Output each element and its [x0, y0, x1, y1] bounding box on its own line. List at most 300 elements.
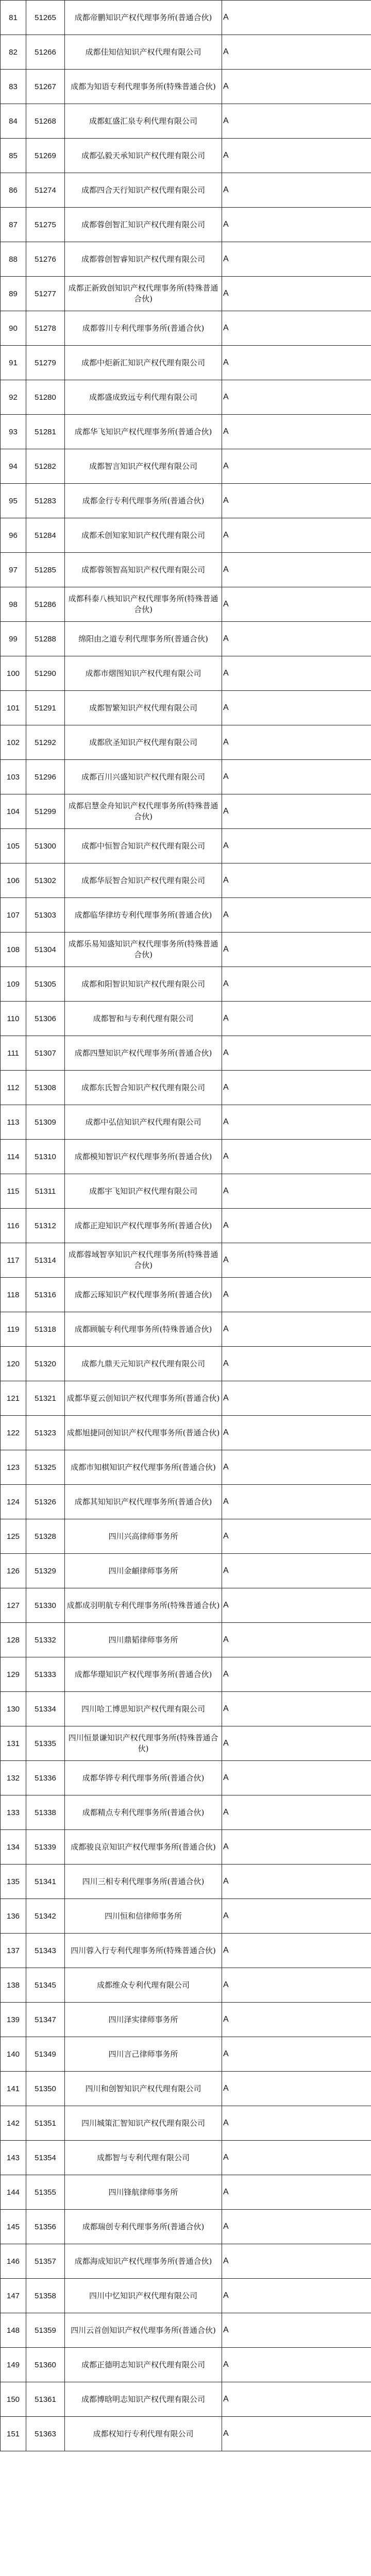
agency-code-cell: 51280	[26, 380, 65, 415]
agency-name-cell: 四川三相专利代理事务所(普通合伙)	[65, 1865, 222, 1899]
table-row	[1, 1554, 371, 1588]
table-row	[1, 1174, 371, 1209]
row-number-cell: 131	[1, 1726, 26, 1761]
agency-name-cell: 成都禾创知家知识产权代理有限公司	[65, 518, 222, 553]
agency-code-cell: 51349	[26, 2037, 65, 2072]
table-row	[1, 2106, 371, 2141]
agency-name-cell: 成都智和与专利代理有限公司	[65, 1002, 222, 1036]
table-row	[1, 898, 371, 933]
rating-grade-cell: A	[222, 1036, 371, 1071]
rating-grade-cell: A	[222, 1140, 371, 1174]
agency-code-cell: 51323	[26, 1416, 65, 1450]
rating-grade-cell: A	[222, 967, 371, 1002]
rating-grade-cell: A	[222, 518, 371, 553]
table-row	[1, 1899, 371, 1934]
row-number-cell: 103	[1, 760, 26, 794]
row-number-cell: 121	[1, 1381, 26, 1416]
row-number-cell: 97	[1, 553, 26, 587]
agency-code-cell: 51303	[26, 898, 65, 933]
agency-name-cell: 成都华夏云创知识产权代理事务所(普通合伙)	[65, 1381, 222, 1416]
agency-code-cell: 51354	[26, 2141, 65, 2175]
agency-name-cell: 成都蓉创智睿知识产权代理有限公司	[65, 242, 222, 277]
agency-name-cell: 成都权知行专利代理有限公司	[65, 2417, 222, 2451]
row-number-cell: 128	[1, 1623, 26, 1657]
table-row	[1, 139, 371, 173]
row-number-cell: 118	[1, 1278, 26, 1312]
agency-name-cell: 四川鼎韬律师事务所	[65, 1623, 222, 1657]
row-number-cell: 134	[1, 1830, 26, 1865]
agency-code-cell: 51316	[26, 1278, 65, 1312]
rating-grade-cell: A	[222, 2072, 371, 2106]
agency-code-cell: 51285	[26, 553, 65, 587]
rating-grade-cell: A	[222, 2279, 371, 2313]
agency-code-cell: 51335	[26, 1726, 65, 1761]
agency-code-cell: 51320	[26, 1347, 65, 1381]
rating-grade-cell: A	[222, 863, 371, 898]
agency-code-cell: 51314	[26, 1243, 65, 1278]
agency-code-cell: 51330	[26, 1588, 65, 1623]
table-row	[1, 933, 371, 967]
row-number-cell: 138	[1, 1968, 26, 2003]
table-row	[1, 380, 371, 415]
agency-code-cell: 51318	[26, 1312, 65, 1347]
agency-code-cell: 51351	[26, 2106, 65, 2141]
table-row	[1, 1450, 371, 1485]
agency-name-cell: 成都华铧专利代理事务所(普通合伙)	[65, 1761, 222, 1795]
table-row	[1, 2175, 371, 2210]
rating-grade-cell: A	[222, 1934, 371, 1968]
row-number-cell: 141	[1, 2072, 26, 2106]
rating-grade-cell: A	[222, 484, 371, 518]
agency-code-cell: 51306	[26, 1002, 65, 1036]
rating-grade-cell: A	[222, 1416, 371, 1450]
row-number-cell: 116	[1, 1209, 26, 1243]
table-row	[1, 1795, 371, 1830]
agency-code-cell: 51360	[26, 2348, 65, 2382]
table-row	[1, 1830, 371, 1865]
table-row	[1, 311, 371, 346]
table-row	[1, 967, 371, 1002]
agency-code-cell: 51268	[26, 104, 65, 139]
table-row	[1, 1726, 371, 1761]
row-number-cell: 150	[1, 2382, 26, 2417]
rating-grade-cell: A	[222, 1174, 371, 1209]
table-row	[1, 1, 371, 35]
table-body	[1, 1, 371, 2451]
rating-grade-cell: A	[222, 1347, 371, 1381]
agency-name-cell: 成都瑞创专利代理事务所(普通合伙)	[65, 2210, 222, 2244]
agency-code-cell: 51292	[26, 725, 65, 760]
rating-grade-cell: A	[222, 691, 371, 725]
agency-name-cell: 绵阳由之道专利代理事务所(普通合伙)	[65, 622, 222, 656]
rating-grade-cell: A	[222, 1899, 371, 1934]
agency-name-cell: 四川蓉入行专利代理事务所(特殊普通合伙)	[65, 1934, 222, 1968]
row-number-cell: 110	[1, 1002, 26, 1036]
row-number-cell: 81	[1, 1, 26, 35]
table-row	[1, 70, 371, 104]
agency-code-cell: 51363	[26, 2417, 65, 2451]
row-number-cell: 92	[1, 380, 26, 415]
row-number-cell: 112	[1, 1071, 26, 1105]
row-number-cell: 108	[1, 933, 26, 967]
table-row	[1, 2244, 371, 2279]
agency-name-cell: 成都市知棋知识产权代理事务所(普通合伙)	[65, 1450, 222, 1485]
agency-code-cell: 51302	[26, 863, 65, 898]
rating-grade-cell: A	[222, 2382, 371, 2417]
row-number-cell: 90	[1, 311, 26, 346]
agency-code-cell: 51336	[26, 1761, 65, 1795]
rating-grade-cell: A	[222, 2348, 371, 2382]
agency-code-cell: 51291	[26, 691, 65, 725]
row-number-cell: 115	[1, 1174, 26, 1209]
rating-grade-cell: A	[222, 2141, 371, 2175]
row-number-cell: 130	[1, 1692, 26, 1726]
row-number-cell: 127	[1, 1588, 26, 1623]
agency-code-cell: 51350	[26, 2072, 65, 2106]
agency-code-cell: 51334	[26, 1692, 65, 1726]
agency-name-cell: 成都正迎知识产权代理事务所(普通合伙)	[65, 1209, 222, 1243]
rating-grade-cell: A	[222, 1865, 371, 1899]
row-number-cell: 117	[1, 1243, 26, 1278]
rating-grade-cell: A	[222, 2037, 371, 2072]
agency-code-cell: 51309	[26, 1105, 65, 1140]
table-row	[1, 1485, 371, 1519]
agency-code-cell: 51269	[26, 139, 65, 173]
agency-code-cell: 51359	[26, 2313, 65, 2348]
row-number-cell: 93	[1, 415, 26, 449]
rating-grade-cell: A	[222, 2003, 371, 2037]
agency-name-cell: 成都其知知识产权代理事务所(普通合伙)	[65, 1485, 222, 1519]
agency-code-cell: 51275	[26, 208, 65, 242]
rating-grade-cell: A	[222, 2106, 371, 2141]
table-row	[1, 2037, 371, 2072]
agency-name-cell: 成都蓉领智高知识产权代理有限公司	[65, 553, 222, 587]
table-row	[1, 1140, 371, 1174]
agency-code-cell: 51284	[26, 518, 65, 553]
agency-name-cell: 成都市熠图知识产权代理有限公司	[65, 656, 222, 691]
table-row	[1, 1692, 371, 1726]
table-row	[1, 2382, 371, 2417]
rating-grade-cell: A	[222, 1830, 371, 1865]
rating-grade-cell: A	[222, 449, 371, 484]
agency-name-cell: 成都临华律坊专利代理事务所(普通合伙)	[65, 898, 222, 933]
agency-name-cell: 成都虹盛汇泉专利代理有限公司	[65, 104, 222, 139]
row-number-cell: 84	[1, 104, 26, 139]
table-row	[1, 484, 371, 518]
agency-name-cell: 成都智与专利代理有限公司	[65, 2141, 222, 2175]
rating-grade-cell: A	[222, 1623, 371, 1657]
rating-grade-cell: A	[222, 1450, 371, 1485]
agency-code-cell: 51326	[26, 1485, 65, 1519]
rating-grade-cell: A	[222, 760, 371, 794]
agency-code-cell: 51345	[26, 1968, 65, 2003]
rating-grade-cell: A	[222, 1726, 371, 1761]
agency-code-cell: 51266	[26, 35, 65, 70]
table-row	[1, 587, 371, 622]
agency-name-cell: 四川金頔律师事务所	[65, 1554, 222, 1588]
rating-grade-cell: A	[222, 346, 371, 380]
table-row	[1, 1761, 371, 1795]
rating-grade-cell: A	[222, 277, 371, 311]
table-row	[1, 1865, 371, 1899]
agency-code-cell: 51308	[26, 1071, 65, 1105]
rating-grade-cell: A	[222, 380, 371, 415]
row-number-cell: 86	[1, 173, 26, 208]
row-number-cell: 120	[1, 1347, 26, 1381]
rating-grade-cell: A	[222, 1, 371, 35]
agency-name-cell: 成都中弘信知识产权代理有限公司	[65, 1105, 222, 1140]
row-number-cell: 96	[1, 518, 26, 553]
row-number-cell: 123	[1, 1450, 26, 1485]
table-row	[1, 346, 371, 380]
rating-grade-cell: A	[222, 2313, 371, 2348]
rating-grade-cell: A	[222, 1278, 371, 1312]
agency-name-cell: 成都华飞知识产权代理事务所(普通合伙)	[65, 415, 222, 449]
agency-code-cell: 51277	[26, 277, 65, 311]
row-number-cell: 89	[1, 277, 26, 311]
table-row	[1, 1278, 371, 1312]
row-number-cell: 122	[1, 1416, 26, 1450]
rating-grade-cell: A	[222, 2175, 371, 2210]
table-row	[1, 1071, 371, 1105]
agency-code-cell: 51288	[26, 622, 65, 656]
agency-name-cell: 成都科泰八核知识产权代理事务所(特殊普通合伙)	[65, 587, 222, 622]
rating-grade-cell: A	[222, 622, 371, 656]
agency-name-cell: 成都精点专利代理事务所(普通合伙)	[65, 1795, 222, 1830]
agency-code-cell: 51282	[26, 449, 65, 484]
row-number-cell: 146	[1, 2244, 26, 2279]
rating-grade-cell: A	[222, 2210, 371, 2244]
agency-name-cell: 四川和创智知识产权代理有限公司	[65, 2072, 222, 2106]
row-number-cell: 109	[1, 967, 26, 1002]
table-row	[1, 2003, 371, 2037]
agency-name-cell: 成都金行专利代理事务所(普通合伙)	[65, 484, 222, 518]
table-row	[1, 104, 371, 139]
agency-name-cell: 成都维众专利代理有限公司	[65, 1968, 222, 2003]
table-row	[1, 173, 371, 208]
table-row	[1, 656, 371, 691]
row-number-cell: 91	[1, 346, 26, 380]
rating-grade-cell: A	[222, 1243, 371, 1278]
agency-code-cell: 51347	[26, 2003, 65, 2037]
table-row	[1, 35, 371, 70]
agency-code-cell: 51283	[26, 484, 65, 518]
row-number-cell: 101	[1, 691, 26, 725]
rating-grade-cell: A	[222, 1692, 371, 1726]
agency-name-cell: 成都和阳智识知识产权代理有限公司	[65, 967, 222, 1002]
row-number-cell: 139	[1, 2003, 26, 2037]
agency-name-cell: 成都百川兴盛知识产权代理有限公司	[65, 760, 222, 794]
table-row	[1, 242, 371, 277]
agency-name-cell: 四川云首创知识产权代理事务所(普通合伙)	[65, 2313, 222, 2348]
rating-grade-cell: A	[222, 1209, 371, 1243]
agency-name-cell: 成都为知语专利代理事务所(特殊普通合伙)	[65, 70, 222, 104]
agency-code-cell: 51265	[26, 1, 65, 35]
agency-code-cell: 51328	[26, 1519, 65, 1554]
row-number-cell: 88	[1, 242, 26, 277]
rating-grade-cell: A	[222, 553, 371, 587]
agency-code-cell: 51311	[26, 1174, 65, 1209]
agency-name-cell: 成都蓉川专利代理事务所(普通合伙)	[65, 311, 222, 346]
agency-name-cell: 成都欣圣知识产权代理有限公司	[65, 725, 222, 760]
agency-name-cell: 成都智言知识产权代理有限公司	[65, 449, 222, 484]
row-number-cell: 126	[1, 1554, 26, 1588]
row-number-cell: 104	[1, 794, 26, 829]
rating-grade-cell: A	[222, 1105, 371, 1140]
row-number-cell: 82	[1, 35, 26, 70]
table-row	[1, 1416, 371, 1450]
rating-grade-cell: A	[222, 1554, 371, 1588]
row-number-cell: 129	[1, 1657, 26, 1692]
table-row	[1, 1623, 371, 1657]
table-row	[1, 725, 371, 760]
row-number-cell: 149	[1, 2348, 26, 2382]
agency-code-cell: 51357	[26, 2244, 65, 2279]
row-number-cell: 98	[1, 587, 26, 622]
rating-grade-cell: A	[222, 70, 371, 104]
row-number-cell: 147	[1, 2279, 26, 2313]
table-row	[1, 1209, 371, 1243]
rating-grade-cell: A	[222, 415, 371, 449]
agency-name-cell: 四川中忆知识产权代理有限公司	[65, 2279, 222, 2313]
agency-code-cell: 51332	[26, 1623, 65, 1657]
row-number-cell: 87	[1, 208, 26, 242]
table-row	[1, 691, 371, 725]
agency-name-cell: 成都四慧知识产权代理事务所(普通合伙)	[65, 1036, 222, 1071]
rating-grade-cell: A	[222, 1588, 371, 1623]
row-number-cell: 151	[1, 2417, 26, 2451]
rating-grade-cell: A	[222, 208, 371, 242]
agency-code-cell: 51290	[26, 656, 65, 691]
table-row	[1, 2348, 371, 2382]
agency-code-cell: 51305	[26, 967, 65, 1002]
row-number-cell: 143	[1, 2141, 26, 2175]
agency-name-cell: 四川哈工博思知识产权代理有限公司	[65, 1692, 222, 1726]
row-number-cell: 105	[1, 829, 26, 863]
agency-code-cell: 51300	[26, 829, 65, 863]
rating-grade-cell: A	[222, 1381, 371, 1416]
rating-grade-cell: A	[222, 656, 371, 691]
agency-name-cell: 四川泽实律师事务所	[65, 2003, 222, 2037]
row-number-cell: 94	[1, 449, 26, 484]
rating-grade-cell: A	[222, 1657, 371, 1692]
table-row	[1, 1347, 371, 1381]
table-row	[1, 1381, 371, 1416]
row-number-cell: 111	[1, 1036, 26, 1071]
agency-name-cell: 成都正德明志知识产权代理有限公司	[65, 2348, 222, 2382]
table-row	[1, 277, 371, 311]
agency-code-cell: 51356	[26, 2210, 65, 2244]
table-row	[1, 415, 371, 449]
agency-code-cell: 51325	[26, 1450, 65, 1485]
agency-name-cell: 成都乐易知盛知识产权代理事务所(特殊普通合伙)	[65, 933, 222, 967]
rating-grade-cell: A	[222, 933, 371, 967]
table-row	[1, 1519, 371, 1554]
row-number-cell: 137	[1, 1934, 26, 1968]
agency-code-cell: 51341	[26, 1865, 65, 1899]
rating-grade-cell: A	[222, 2417, 371, 2451]
agency-name-cell: 成都九鼎天元知识产权代理有限公司	[65, 1347, 222, 1381]
agency-code-cell: 51355	[26, 2175, 65, 2210]
agency-name-cell: 四川兴高律师事务所	[65, 1519, 222, 1554]
row-number-cell: 95	[1, 484, 26, 518]
agency-code-cell: 51343	[26, 1934, 65, 1968]
row-number-cell: 148	[1, 2313, 26, 2348]
agency-name-cell: 成都华辰智合知识产权代理有限公司	[65, 863, 222, 898]
row-number-cell: 133	[1, 1795, 26, 1830]
agency-code-cell: 51333	[26, 1657, 65, 1692]
table-row	[1, 1002, 371, 1036]
agency-name-cell: 成都成羽明航专利代理事务所(特殊普通合伙)	[65, 1588, 222, 1623]
agency-code-cell: 51339	[26, 1830, 65, 1865]
agency-code-cell: 51299	[26, 794, 65, 829]
table-row	[1, 1968, 371, 2003]
agency-code-cell: 51310	[26, 1140, 65, 1174]
row-number-cell: 142	[1, 2106, 26, 2141]
agency-code-cell: 51267	[26, 70, 65, 104]
agency-name-cell: 成都海成知识产权代理事务所(普通合伙)	[65, 2244, 222, 2279]
rating-grade-cell: A	[222, 587, 371, 622]
row-number-cell: 107	[1, 898, 26, 933]
agency-name-cell: 成都帝鹏知识产权代理事务所(普通合伙)	[65, 1, 222, 35]
table-row	[1, 863, 371, 898]
agency-name-cell: 成都中恒智合知识产权代理有限公司	[65, 829, 222, 863]
table-row	[1, 2072, 371, 2106]
agency-code-cell: 51361	[26, 2382, 65, 2417]
agency-code-cell: 51276	[26, 242, 65, 277]
row-number-cell: 145	[1, 2210, 26, 2244]
row-number-cell: 125	[1, 1519, 26, 1554]
table-row	[1, 794, 371, 829]
agency-code-cell: 51296	[26, 760, 65, 794]
agency-code-cell: 51274	[26, 173, 65, 208]
row-number-cell: 124	[1, 1485, 26, 1519]
rating-grade-cell: A	[222, 1312, 371, 1347]
agency-name-cell: 成都佳知信知识产权代理有限公司	[65, 35, 222, 70]
agency-name-cell: 四川恒和信律师事务所	[65, 1899, 222, 1934]
rating-grade-cell: A	[222, 35, 371, 70]
agency-code-cell: 51321	[26, 1381, 65, 1416]
rating-grade-cell: A	[222, 1485, 371, 1519]
table-row	[1, 2417, 371, 2451]
agency-name-cell: 成都弘毅天承知识产权代理有限公司	[65, 139, 222, 173]
table-row	[1, 518, 371, 553]
agency-name-cell: 成都东氏智合知识产权代理有限公司	[65, 1071, 222, 1105]
agency-name-cell: 四川言己律师事务所	[65, 2037, 222, 2072]
agency-code-cell: 51307	[26, 1036, 65, 1071]
table-row	[1, 1934, 371, 1968]
agency-code-cell: 51342	[26, 1899, 65, 1934]
agency-name-cell: 成都正新致创知识产权代理事务所(特殊普通合伙)	[65, 277, 222, 311]
table-row	[1, 829, 371, 863]
agency-name-cell: 成都云琢知识产权代理事务所(普通合伙)	[65, 1278, 222, 1312]
rating-grade-cell: A	[222, 311, 371, 346]
row-number-cell: 85	[1, 139, 26, 173]
agency-name-cell: 成都中炬新汇知识产权代理有限公司	[65, 346, 222, 380]
row-number-cell: 144	[1, 2175, 26, 2210]
agency-code-cell: 51281	[26, 415, 65, 449]
rating-grade-cell: A	[222, 173, 371, 208]
rating-grade-cell: A	[222, 1071, 371, 1105]
agency-code-cell: 51278	[26, 311, 65, 346]
row-number-cell: 135	[1, 1865, 26, 1899]
row-number-cell: 140	[1, 2037, 26, 2072]
agency-name-cell: 成都四合天行知识产权代理有限公司	[65, 173, 222, 208]
agency-name-cell: 成都华璟知识产权代理事务所(普通合伙)	[65, 1657, 222, 1692]
table-row	[1, 1588, 371, 1623]
row-number-cell: 102	[1, 725, 26, 760]
table-row	[1, 760, 371, 794]
